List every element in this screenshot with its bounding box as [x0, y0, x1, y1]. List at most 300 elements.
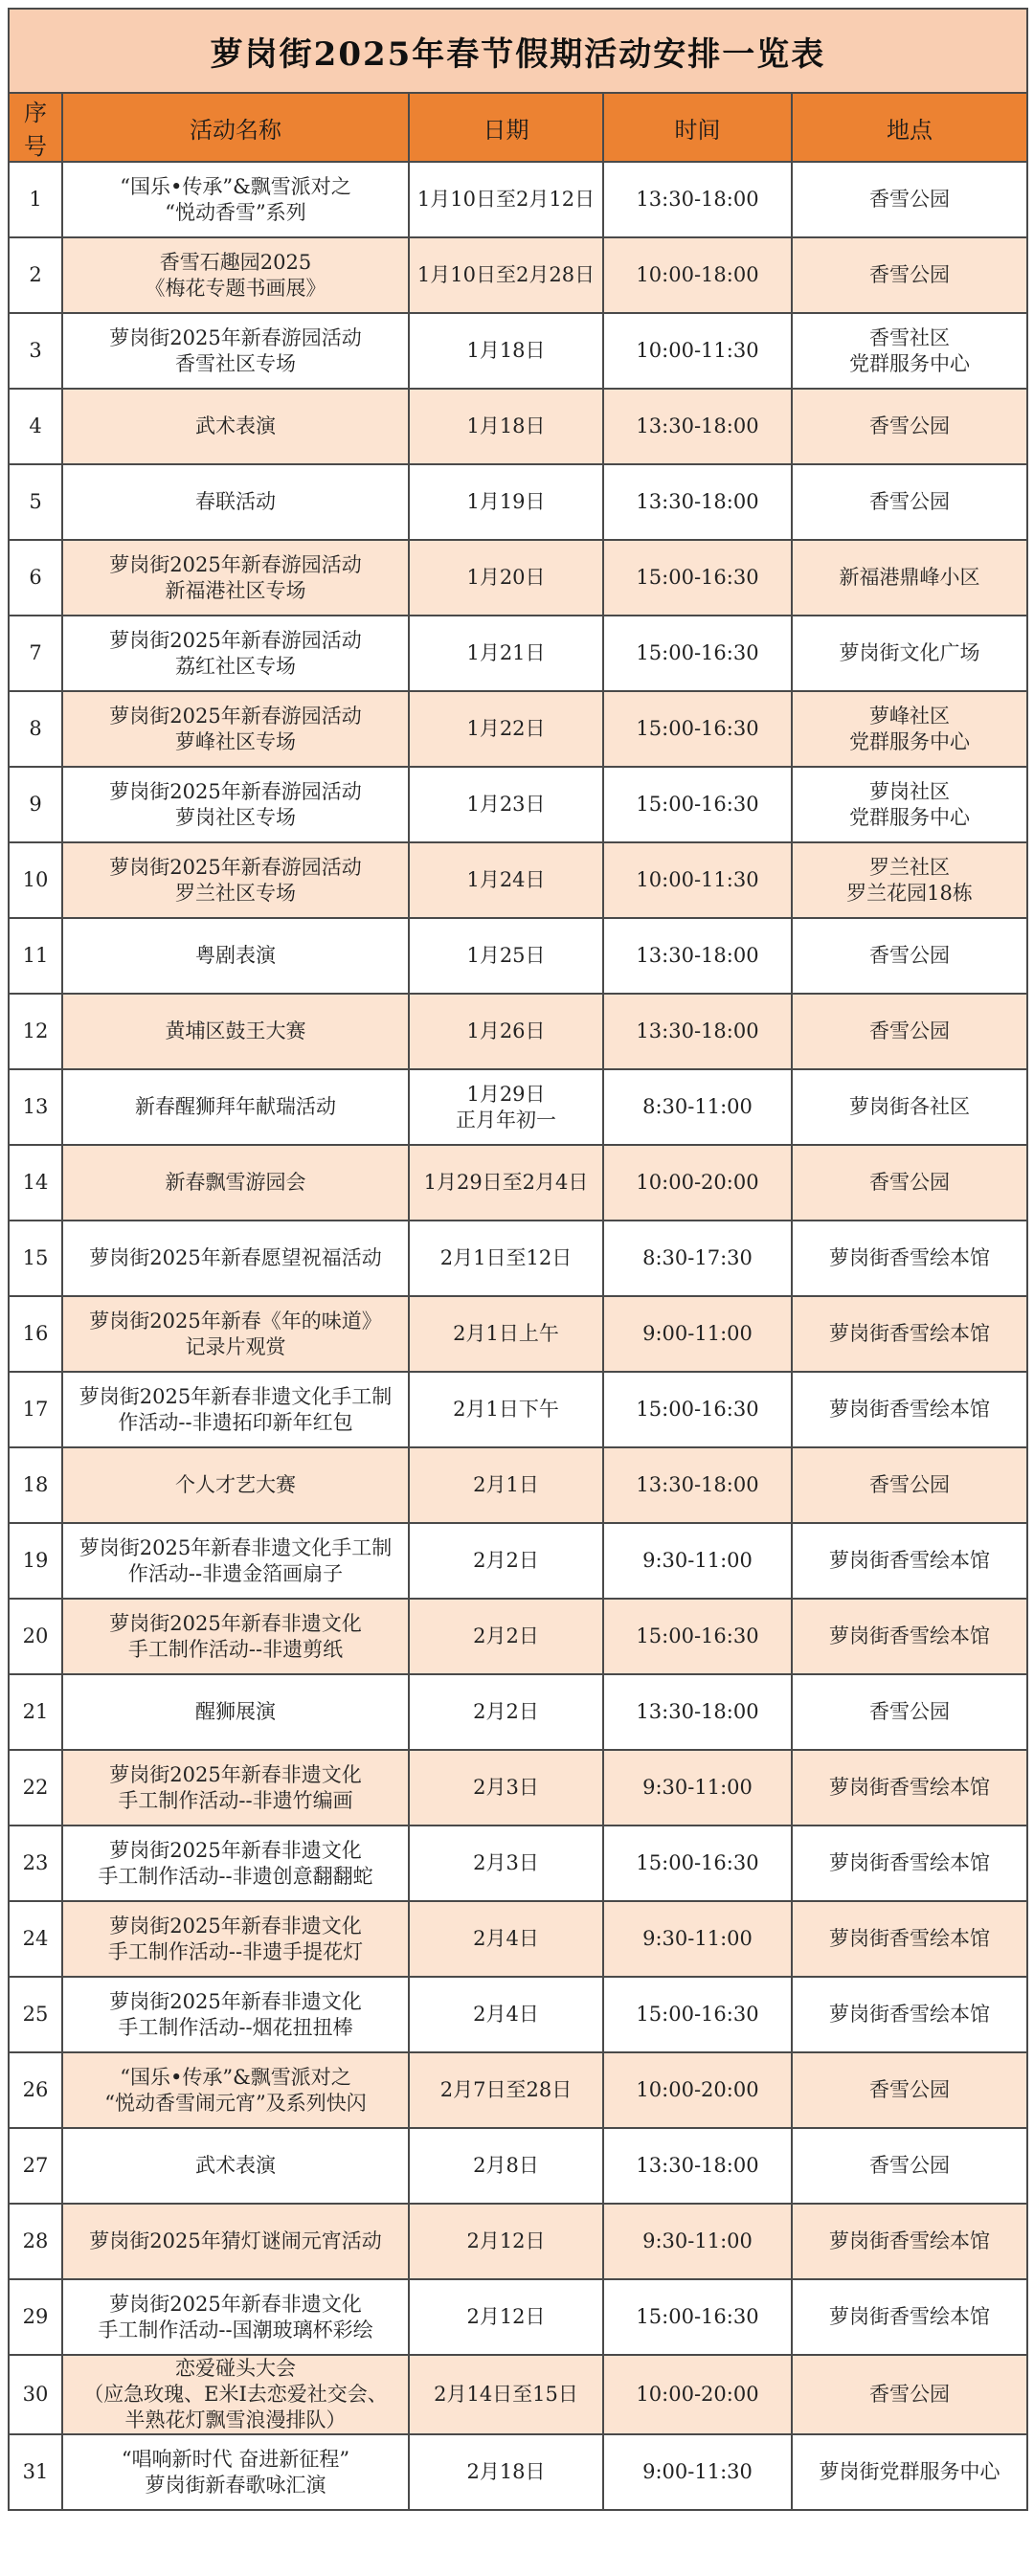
table-row: [9, 2128, 1027, 2204]
cell-seq: 21: [9, 1674, 62, 1750]
cell-seq: 30: [9, 2355, 62, 2434]
place-line: 香雪公园: [869, 263, 950, 286]
cell-activity-name: [62, 767, 409, 842]
date-line: 1月20日: [466, 566, 546, 589]
activity-name-line: 新春飘雪游园会: [165, 1171, 306, 1194]
cell-seq: 28: [9, 2204, 62, 2279]
activity-name-line: 武术表演: [195, 414, 276, 437]
cell-date: [409, 2279, 603, 2355]
activity-name-line: 武术表演: [195, 2154, 276, 2177]
cell-seq: 2: [9, 237, 62, 313]
date-line: 1月26日: [466, 1019, 546, 1042]
cell-place: [792, 2279, 1027, 2355]
cell-date: [409, 2204, 603, 2279]
activity-name-line: 新春醒狮拜年献瑞活动: [135, 1095, 336, 1118]
cell-activity-name: [62, 389, 409, 464]
activity-name-line: “国乐•传承”&飘雪派对之: [120, 174, 351, 198]
cell-seq: 9: [9, 767, 62, 842]
date-line: 2月7日至28日: [439, 2078, 573, 2101]
activity-name-line: 手工制作活动--国潮玻璃杯彩绘: [98, 2318, 373, 2341]
cell-time: 13:30-18:00: [603, 994, 792, 1069]
table-body: [9, 162, 1027, 2510]
table-row: [9, 237, 1027, 313]
date-line: 2月12日: [466, 2229, 546, 2252]
schedule-table: [8, 8, 1028, 2511]
date-line: 1月18日: [466, 339, 546, 362]
cell-date: [409, 389, 603, 464]
cell-time: 13:30-18:00: [603, 464, 792, 540]
cell-place: [792, 2204, 1027, 2279]
activity-name-line: 萝岗街2025年新春游园活动: [109, 552, 362, 576]
cell-seq: 27: [9, 2128, 62, 2204]
place-line: 香雪公园: [869, 2383, 950, 2406]
table-row: [9, 1296, 1027, 1372]
cell-seq: 22: [9, 1750, 62, 1826]
cell-date: [409, 1372, 603, 1447]
column-header-date: 日期: [409, 93, 603, 162]
cell-time: 10:00-18:00: [603, 237, 792, 313]
cell-activity-name: [62, 918, 409, 994]
cell-place: [792, 994, 1027, 1069]
cell-time: 15:00-16:30: [603, 691, 792, 767]
cell-activity-name: [62, 2204, 409, 2279]
cell-activity-name: [62, 1977, 409, 2052]
activity-name-line: 罗兰社区专场: [175, 881, 296, 905]
cell-activity-name: [62, 464, 409, 540]
activity-name-line: 粤剧表演: [195, 944, 276, 967]
activity-name-line: 半熟花灯飘雪浪漫排队）: [124, 2408, 347, 2431]
cell-activity-name: [62, 313, 409, 389]
cell-seq: 6: [9, 540, 62, 616]
place-line: 香雪公园: [869, 1700, 950, 1723]
cell-place: [792, 1826, 1027, 1901]
place-line: 萝岗街香雪绘本馆: [829, 1851, 990, 1874]
place-line: 香雪公园: [869, 1171, 950, 1194]
cell-time: 15:00-16:30: [603, 616, 792, 691]
activity-name-line: 手工制作活动--非遗创意翻翻蛇: [98, 1864, 373, 1888]
activity-name-line: 萝岗街2025年新春非遗文化: [109, 1989, 362, 2013]
cell-seq: 8: [9, 691, 62, 767]
activity-name-line: 萝岗街2025年新春游园活动: [109, 855, 362, 879]
cell-seq: 19: [9, 1523, 62, 1599]
cell-place: [792, 389, 1027, 464]
activity-name-line: 萝岗街2025年新春非遗文化: [109, 1611, 362, 1635]
place-line: 萝岗街香雪绘本馆: [829, 2305, 990, 2328]
cell-seq: 31: [9, 2434, 62, 2510]
cell-date: [409, 1296, 603, 1372]
cell-activity-name: [62, 2128, 409, 2204]
place-line: 萝岗街香雪绘本馆: [829, 1927, 990, 1950]
date-line: 2月3日: [473, 1851, 539, 1874]
table-row: [9, 1069, 1027, 1145]
cell-date: [409, 1674, 603, 1750]
date-line: 1月23日: [466, 793, 546, 816]
cell-seq: 7: [9, 616, 62, 691]
activity-name-line: 萝岗街2025年新春非遗文化: [109, 1914, 362, 1938]
column-header-name: 活动名称: [62, 93, 409, 162]
table-row: [9, 1523, 1027, 1599]
place-line: 萝岗社区: [869, 779, 950, 803]
date-line: 1月10日至2月28日: [416, 263, 596, 286]
place-line: 萝岗街香雪绘本馆: [829, 1549, 990, 1572]
cell-time: 10:00-11:30: [603, 313, 792, 389]
cell-seq: 24: [9, 1901, 62, 1977]
date-line: 2月1日上午: [453, 1322, 559, 1345]
place-line: 党群服务中心: [849, 805, 970, 829]
activity-name-line: “悦动香雪”系列: [165, 200, 306, 224]
cell-date: [409, 1977, 603, 2052]
cell-time: 13:30-18:00: [603, 389, 792, 464]
cell-time: 13:30-18:00: [603, 918, 792, 994]
activity-name-line: （应急玫瑰、E米I去恋爱社交会、: [83, 2383, 388, 2406]
date-line: 2月2日: [473, 1624, 539, 1647]
place-line: 香雪公园: [869, 1019, 950, 1042]
place-line: 香雪公园: [869, 490, 950, 513]
cell-seq: 4: [9, 389, 62, 464]
cell-activity-name: [62, 2434, 409, 2510]
activity-name-line: 萝岗街2025年新春非遗文化手工制: [79, 1384, 393, 1408]
cell-place: [792, 1901, 1027, 1977]
date-line: 正月年初一: [456, 1108, 556, 1131]
cell-time: 15:00-16:30: [603, 540, 792, 616]
cell-place: [792, 2355, 1027, 2434]
date-line: 2月3日: [473, 1776, 539, 1799]
cell-seq: 13: [9, 1069, 62, 1145]
activity-name-line: 萝岗街新春歌咏汇演: [145, 2473, 326, 2497]
place-line: 香雪社区: [869, 325, 950, 349]
cell-time: 15:00-16:30: [603, 1826, 792, 1901]
cell-activity-name: [62, 2052, 409, 2128]
cell-date: [409, 1447, 603, 1523]
activity-name-line: 手工制作活动--烟花扭扭棒: [118, 2015, 353, 2039]
place-line: 萝岗街香雪绘本馆: [829, 1322, 990, 1345]
place-line: 萝岗街文化广场: [839, 641, 980, 664]
cell-place: [792, 2128, 1027, 2204]
cell-place: [792, 1674, 1027, 1750]
cell-seq: 16: [9, 1296, 62, 1372]
table-row: [9, 2279, 1027, 2355]
activity-name-line: 香雪社区专场: [175, 351, 296, 375]
date-line: 1月22日: [466, 717, 546, 740]
place-line: 萝峰社区: [869, 704, 950, 728]
cell-date: [409, 842, 603, 918]
activity-name-line: 荔红社区专场: [175, 654, 296, 678]
table-row: [9, 464, 1027, 540]
cell-place: [792, 1069, 1027, 1145]
cell-seq: 23: [9, 1826, 62, 1901]
date-line: 2月4日: [473, 1927, 539, 1950]
cell-activity-name: [62, 842, 409, 918]
cell-time: 15:00-16:30: [603, 1977, 792, 2052]
cell-date: [409, 994, 603, 1069]
cell-time: 9:00-11:30: [603, 2434, 792, 2510]
cell-date: [409, 237, 603, 313]
cell-date: [409, 1901, 603, 1977]
cell-activity-name: [62, 237, 409, 313]
activity-name-line: 手工制作活动--非遗手提花灯: [107, 1939, 364, 1963]
table-row: [9, 994, 1027, 1069]
cell-activity-name: [62, 2279, 409, 2355]
place-line: 萝岗街香雪绘本馆: [829, 2229, 990, 2252]
cell-seq: 12: [9, 994, 62, 1069]
activity-name-line: 萝岗社区专场: [175, 805, 296, 829]
schedule-sheet: [8, 8, 1026, 2511]
date-line: 2月1日下午: [453, 1398, 559, 1421]
activity-name-line: “唱响新时代 奋进新征程”: [121, 2447, 350, 2471]
cell-place: [792, 540, 1027, 616]
cell-activity-name: [62, 1523, 409, 1599]
cell-seq: 25: [9, 1977, 62, 2052]
table-row: [9, 162, 1027, 237]
place-line: 萝岗街香雪绘本馆: [829, 2003, 990, 2026]
table-row: [9, 918, 1027, 994]
cell-place: [792, 1145, 1027, 1221]
cell-place: [792, 1372, 1027, 1447]
date-line: 1月18日: [466, 414, 546, 437]
place-line: 萝岗街党群服务中心: [819, 2460, 1000, 2483]
place-line: 罗兰花园18栋: [846, 881, 973, 905]
table-row: [9, 540, 1027, 616]
activity-name-line: 作活动--非遗金箔画扇子: [127, 1561, 344, 1585]
place-line: 萝岗街香雪绘本馆: [829, 1776, 990, 1799]
cell-date: [409, 1221, 603, 1296]
column-header-time: 时间: [603, 93, 792, 162]
cell-activity-name: [62, 994, 409, 1069]
cell-activity-name: [62, 1296, 409, 1372]
cell-time: 15:00-16:30: [603, 2279, 792, 2355]
place-line: 香雪公园: [869, 2078, 950, 2101]
date-line: 2月2日: [473, 1549, 539, 1572]
cell-date: [409, 464, 603, 540]
activity-name-line: 作活动--非遗拓印新年红包: [118, 1410, 353, 1434]
cell-date: [409, 1750, 603, 1826]
cell-place: [792, 767, 1027, 842]
cell-seq: 15: [9, 1221, 62, 1296]
activity-name-line: 手工制作活动--非遗竹编画: [118, 1788, 353, 1812]
cell-activity-name: [62, 691, 409, 767]
cell-time: 15:00-16:30: [603, 1372, 792, 1447]
cell-place: [792, 2434, 1027, 2510]
table-row: [9, 842, 1027, 918]
cell-seq: 26: [9, 2052, 62, 2128]
cell-place: [792, 842, 1027, 918]
activity-name-line: 新福港社区专场: [165, 578, 306, 602]
cell-activity-name: [62, 1901, 409, 1977]
cell-date: [409, 691, 603, 767]
table-row: [9, 691, 1027, 767]
cell-seq: 14: [9, 1145, 62, 1221]
date-line: 2月2日: [473, 1700, 539, 1723]
cell-activity-name: [62, 1221, 409, 1296]
cell-activity-name: [62, 1674, 409, 1750]
activity-name-line: 香雪石趣园2025: [159, 250, 312, 274]
cell-seq: 17: [9, 1372, 62, 1447]
activity-name-line: 恋爱碰头大会: [175, 2357, 296, 2380]
cell-date: [409, 1826, 603, 1901]
cell-place: [792, 1523, 1027, 1599]
cell-date: [409, 162, 603, 237]
activity-name-line: 萝岗街2025年新春游园活动: [109, 779, 362, 803]
date-line: 1月21日: [466, 641, 546, 664]
cell-date: [409, 1599, 603, 1674]
cell-activity-name: [62, 1750, 409, 1826]
activity-name-line: 萝岗街2025年新春非遗文化: [109, 2292, 362, 2316]
place-line: 香雪公园: [869, 2154, 950, 2177]
cell-date: [409, 1523, 603, 1599]
activity-name-line: 春联活动: [195, 490, 276, 513]
cell-place: [792, 1750, 1027, 1826]
activity-name-line: 记录片观赏: [185, 1334, 286, 1358]
date-line: 2月1日: [473, 1473, 539, 1496]
place-line: 罗兰社区: [869, 855, 950, 879]
cell-time: 9:00-11:00: [603, 1296, 792, 1372]
column-header-seq: 序号: [9, 93, 62, 162]
cell-activity-name: [62, 1826, 409, 1901]
cell-date: [409, 540, 603, 616]
activity-name-line: 萝峰社区专场: [175, 729, 296, 753]
cell-place: [792, 1599, 1027, 1674]
table-row: [9, 1447, 1027, 1523]
date-line: 1月29日至2月4日: [423, 1171, 589, 1194]
cell-time: 10:00-20:00: [603, 2355, 792, 2434]
place-line: 香雪公园: [869, 944, 950, 967]
cell-seq: 10: [9, 842, 62, 918]
table-row: [9, 389, 1027, 464]
cell-seq: 1: [9, 162, 62, 237]
activity-name-line: 萝岗街2025年新春游园活动: [109, 704, 362, 728]
activity-name-line: 萝岗街2025年新春非遗文化: [109, 1762, 362, 1786]
table-row: [9, 1977, 1027, 2052]
cell-activity-name: [62, 162, 409, 237]
table-row: [9, 2355, 1027, 2434]
activity-name-line: 萝岗街2025年新春非遗文化: [109, 1838, 362, 1862]
cell-place: [792, 616, 1027, 691]
cell-date: [409, 313, 603, 389]
place-line: 萝岗街香雪绘本馆: [829, 1624, 990, 1647]
cell-place: [792, 162, 1027, 237]
activity-name-line: 萝岗街2025年新春《年的味道》: [89, 1309, 382, 1333]
cell-activity-name: [62, 1447, 409, 1523]
cell-date: [409, 1069, 603, 1145]
cell-place: [792, 691, 1027, 767]
date-line: 2月4日: [473, 2003, 539, 2026]
date-line: 1月24日: [466, 868, 546, 891]
cell-time: 13:30-18:00: [603, 1674, 792, 1750]
cell-seq: 5: [9, 464, 62, 540]
date-line: 1月10日至2月12日: [416, 188, 596, 211]
cell-time: 10:00-20:00: [603, 1145, 792, 1221]
column-header-place: 地点: [792, 93, 1027, 162]
cell-date: [409, 2434, 603, 2510]
place-line: 香雪公园: [869, 188, 950, 211]
cell-place: [792, 1221, 1027, 1296]
table-row: [9, 2204, 1027, 2279]
table-row: [9, 1145, 1027, 1221]
place-line: 萝岗街香雪绘本馆: [829, 1398, 990, 1421]
cell-date: [409, 1145, 603, 1221]
cell-seq: 3: [9, 313, 62, 389]
cell-place: [792, 1296, 1027, 1372]
table-row: [9, 2052, 1027, 2128]
cell-seq: 29: [9, 2279, 62, 2355]
date-line: 1月29日: [466, 1082, 546, 1106]
date-line: 1月19日: [466, 490, 546, 513]
place-line: 党群服务中心: [849, 729, 970, 753]
activity-name-line: 萝岗街2025年新春非遗文化手工制: [79, 1535, 393, 1559]
activity-name-line: 黄埔区鼓王大赛: [165, 1019, 306, 1042]
table-row: [9, 1826, 1027, 1901]
cell-activity-name: [62, 616, 409, 691]
cell-time: 15:00-16:30: [603, 767, 792, 842]
cell-time: 13:30-18:00: [603, 1447, 792, 1523]
date-line: 2月18日: [466, 2460, 546, 2483]
cell-time: 9:30-11:00: [603, 1523, 792, 1599]
cell-time: 8:30-11:00: [603, 1069, 792, 1145]
activity-name-line: “国乐•传承”&飘雪派对之: [120, 2065, 351, 2089]
date-line: 2月14日至15日: [434, 2383, 578, 2406]
cell-time: 13:30-18:00: [603, 162, 792, 237]
activity-name-line: 醒狮展演: [195, 1700, 276, 1723]
cell-place: [792, 237, 1027, 313]
cell-time: 8:30-17:30: [603, 1221, 792, 1296]
table-row: [9, 1221, 1027, 1296]
header-row: [9, 93, 1027, 162]
cell-seq: 18: [9, 1447, 62, 1523]
table-row: [9, 1674, 1027, 1750]
activity-name-line: 萝岗街2025年新春游园活动: [109, 628, 362, 652]
activity-name-line: “悦动香雪闹元宵”及系列快闪: [104, 2091, 367, 2115]
cell-place: [792, 1447, 1027, 1523]
cell-activity-name: [62, 1145, 409, 1221]
cell-date: [409, 616, 603, 691]
place-line: 党群服务中心: [849, 351, 970, 375]
table-row: [9, 2434, 1027, 2510]
cell-place: [792, 918, 1027, 994]
cell-time: 15:00-16:30: [603, 1599, 792, 1674]
page-title: 萝岗街2025年春节假期活动安排一览表: [9, 9, 1027, 93]
table-row: [9, 1750, 1027, 1826]
activity-name-line: 萝岗街2025年新春愿望祝福活动: [89, 1246, 382, 1269]
cell-activity-name: [62, 2355, 409, 2434]
table-row: [9, 616, 1027, 691]
cell-place: [792, 1977, 1027, 2052]
cell-time: 10:00-11:30: [603, 842, 792, 918]
cell-date: [409, 2128, 603, 2204]
cell-time: 9:30-11:00: [603, 1750, 792, 1826]
cell-seq: 11: [9, 918, 62, 994]
activity-name-line: 个人才艺大赛: [175, 1473, 296, 1496]
cell-time: 13:30-18:00: [603, 2128, 792, 2204]
cell-time: 9:30-11:00: [603, 1901, 792, 1977]
cell-activity-name: [62, 1069, 409, 1145]
activity-name-line: 萝岗街2025年猜灯谜闹元宵活动: [89, 2229, 382, 2252]
cell-date: [409, 918, 603, 994]
table-row: [9, 1599, 1027, 1674]
date-line: 1月25日: [466, 944, 546, 967]
table-row: [9, 313, 1027, 389]
place-line: 萝岗街香雪绘本馆: [829, 1246, 990, 1269]
table-row: [9, 767, 1027, 842]
cell-date: [409, 2355, 603, 2434]
cell-time: 10:00-20:00: [603, 2052, 792, 2128]
place-line: 香雪公园: [869, 414, 950, 437]
table-row: [9, 1372, 1027, 1447]
cell-activity-name: [62, 1599, 409, 1674]
date-line: 2月1日至12日: [439, 1246, 573, 1269]
date-line: 2月12日: [466, 2305, 546, 2328]
cell-activity-name: [62, 1372, 409, 1447]
cell-time: 9:30-11:00: [603, 2204, 792, 2279]
